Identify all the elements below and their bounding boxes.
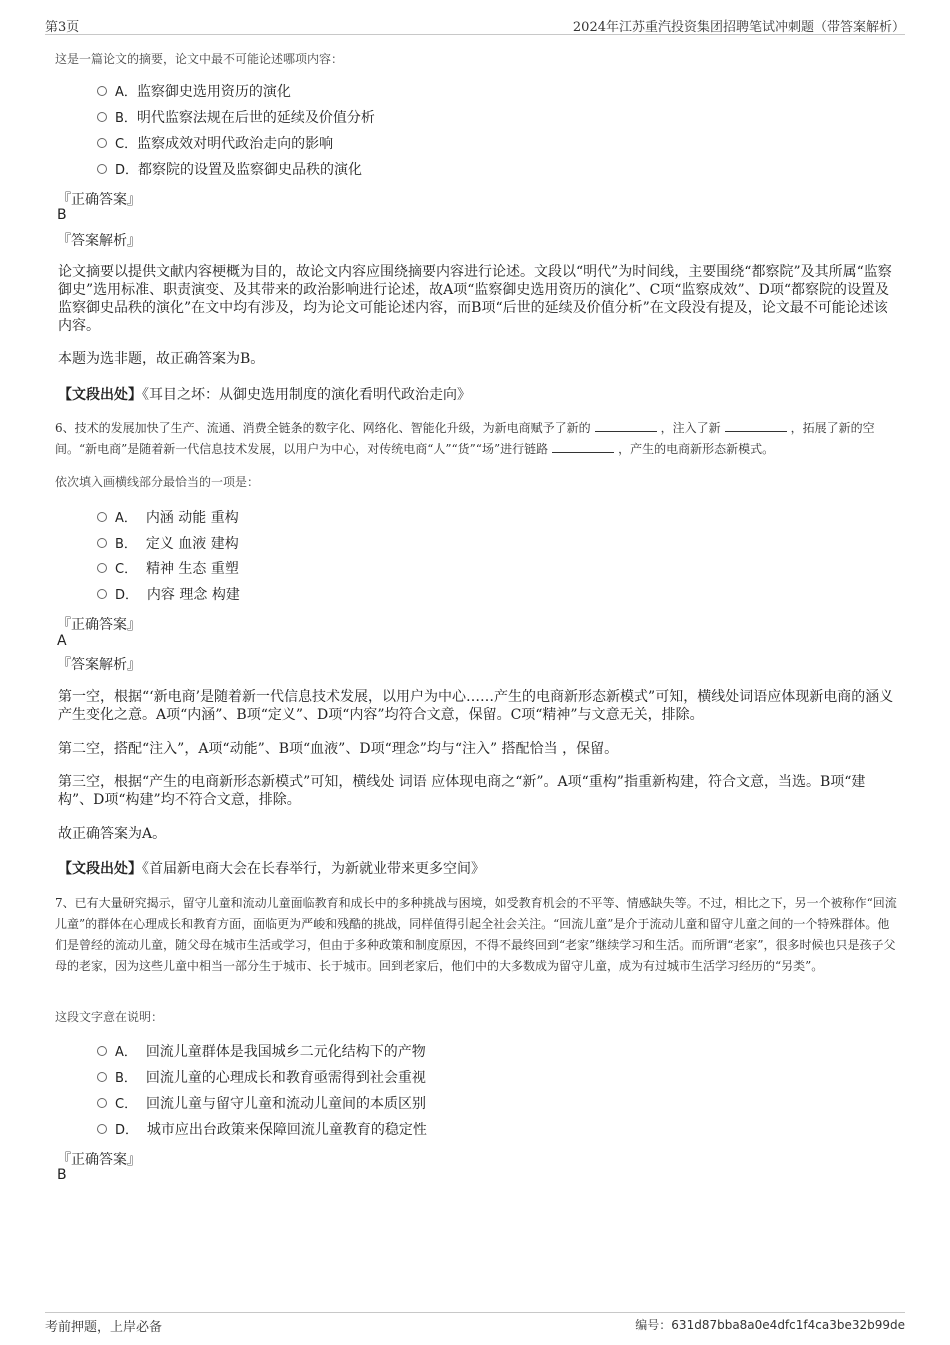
q6-source <box>58 858 485 878</box>
q7-option-b[interactable]: B． 回流儿童的心理成长和教育亟需得到社会重视 <box>97 1068 426 1088</box>
q6-option-d[interactable]: D． 内容 理念 构建 <box>97 585 240 605</box>
radio-icon[interactable] <box>97 512 107 522</box>
radio-icon[interactable] <box>97 1046 107 1056</box>
source-title: 《首届新电商大会在长春举行，为新就业带来更多空间》 <box>142 861 485 877</box>
q6-analysis-blank3: 第三空，根据“产生的电商新形态新模式”可知，横线处 词语 应体现电商之“新”。A项“重构”指重新构建，符合文意，当选。B项“建构”、D项“构建”均不符合文意，排除。 <box>58 774 866 808</box>
q5-prompt: 这是一篇论文的摘要，论文中最不可能论述哪项内容： <box>55 52 344 66</box>
q6-option-a[interactable]: A． 内涵 动能 重构 <box>97 508 239 528</box>
q5-source <box>58 384 471 404</box>
q6-answer: A <box>57 633 67 649</box>
radio-icon[interactable] <box>97 1124 107 1134</box>
code-label: 编号： <box>635 1318 672 1332</box>
footer-slogan: 考前押题，上岸必备 <box>45 1320 163 1335</box>
q5-option-d[interactable]: D．都察院的设置及监察御史品秩的演化 <box>97 160 362 180</box>
q7-stem: 7、已有大量研究揭示，留守儿童和流动儿童面临教育和成长中的多种挑战与困境，如受教育机会的不平等、情感缺失等。不过，相比之下，另一个被称作“回流儿童”的群体在心理成长和教育方面，面临更为严峻和残酷的挑战，同样值得引起全社会关注。“回流儿童”是介于流动儿童和留守儿童之间的一个特殊群体。他们是曾经的流动儿童，随父母在城市生活或学习，但由于多种政策和制度原因，不得不最终回到“老家”继续学习和生活。而所谓“老家”，很多时候也只是孩子父母的老家，因为这些儿童中相当一部分生于城市、长于城市。回到老家后，他们中的大多数成为留守儿童，成为有过城市生活学习经历的“另类”。 <box>55 896 897 973</box>
q6-answer-label: 『正确答案』 <box>57 617 141 633</box>
source-tag: 【文段出处】 <box>58 861 142 877</box>
q7-prompt: 这段文字意在说明： <box>55 1010 164 1024</box>
page-header <box>45 14 905 35</box>
page-number: 第3页 <box>45 20 80 35</box>
q6-option-b[interactable]: B． 定义 血液 建构 <box>97 534 239 554</box>
radio-icon[interactable] <box>97 563 107 573</box>
radio-icon[interactable] <box>97 138 107 148</box>
q7-option-a[interactable]: A． 回流儿童群体是我国城乡二元化结构下的产物 <box>97 1042 426 1062</box>
radio-icon[interactable] <box>97 1072 107 1082</box>
q6-stem: 6、技术的发展加快了生产、流通、消费全链条的数字化、网络化、智能化升级，为新电商赋予了新的 ，注入了新 ，拓展了新的空间。“新电商”是随着新一代信息技术发展，以用户为中心，对传统电商“人”“货”“场”进行链路 ，产生的电商新形态新模式。 <box>55 421 875 456</box>
page-footer <box>45 1312 905 1337</box>
q5-answer: B <box>57 207 67 223</box>
q6-prompt: 依次填入画横线部分最恰当的一项是： <box>55 475 260 489</box>
q7-option-d[interactable]: D． 城市应出台政策来保障回流儿童教育的稳定性 <box>97 1120 427 1140</box>
q7-answer: B <box>57 1167 67 1183</box>
source-tag: 【文段出处】 <box>58 387 142 403</box>
q5-analysis-label: 『答案解析』 <box>57 233 141 249</box>
document-title: 2024年江苏重汽投资集团招聘笔试冲刺题（带答案解析） <box>572 20 905 35</box>
radio-icon[interactable] <box>97 538 107 548</box>
q6-analysis-conclusion: 故正确答案为A。 <box>58 826 167 842</box>
q6-option-c[interactable]: C． 精神 生态 重塑 <box>97 559 239 579</box>
radio-icon[interactable] <box>97 1098 107 1108</box>
radio-icon[interactable] <box>97 86 107 96</box>
q5-analysis-conclusion: 本题为选非题，故正确答案为B。 <box>58 351 265 367</box>
blank-line <box>552 441 614 453</box>
radio-icon[interactable] <box>97 164 107 174</box>
document-code <box>635 1316 905 1333</box>
source-title: 《耳目之坏：从御史选用制度的演化看明代政治走向》 <box>142 387 471 403</box>
q6-analysis-label: 『答案解析』 <box>57 657 141 673</box>
q5-answer-label: 『正确答案』 <box>57 192 141 208</box>
blank-line <box>595 420 657 432</box>
radio-icon[interactable] <box>97 589 107 599</box>
q5-option-a[interactable]: A．监察御史选用资历的演化 <box>97 82 291 102</box>
radio-icon[interactable] <box>97 112 107 122</box>
q5-analysis-paragraph: 论文摘要以提供文献内容梗概为目的，故论文内容应围绕摘要内容进行论述。文段以“明代”为时间线，主要围绕“都察院”及其所属“监察御史”选用标准、职责演变、及其带来的政治影响进行论述，故A项“监察御史选用资历的演化”、C项“监察成效”、D项“都察院的设置及监察御史品秩的演化”在文中均有涉及，均为论文可能论述内容，而B项“后世的延续及价值分析”在文段没有提及，论文最不可能论述该内容。 <box>58 264 892 334</box>
q5-option-b[interactable]: B．明代监察法规在后世的延续及价值分析 <box>97 108 375 128</box>
q6-analysis-blank2: 第二空，搭配“注入”，A项“动能”、B项“血液”、D项“理念”均与“注入” 搭配恰当 ，保留。 <box>58 741 619 757</box>
q5-option-c[interactable]: C．监察成效对明代政治走向的影响 <box>97 134 333 154</box>
code-value: 631d87bba8a0e4dfc1f4ca3be32b99de <box>671 1318 905 1332</box>
blank-line <box>725 420 787 432</box>
q6-analysis-blank1: 第一空，根据“‘新电商’是随着新一代信息技术发展，以用户为中心……产生的电商新形态新模式”可知，横线处词语应体现新电商的涵义产生变化之意。A项“内涵”、B项“定义”、D项“内容”均符合文意，保留。C项“精神”与文意无关，排除。 <box>58 689 894 723</box>
q7-answer-label: 『正确答案』 <box>57 1152 141 1168</box>
q7-option-c[interactable]: C． 回流儿童与留守儿童和流动儿童间的本质区别 <box>97 1094 426 1114</box>
